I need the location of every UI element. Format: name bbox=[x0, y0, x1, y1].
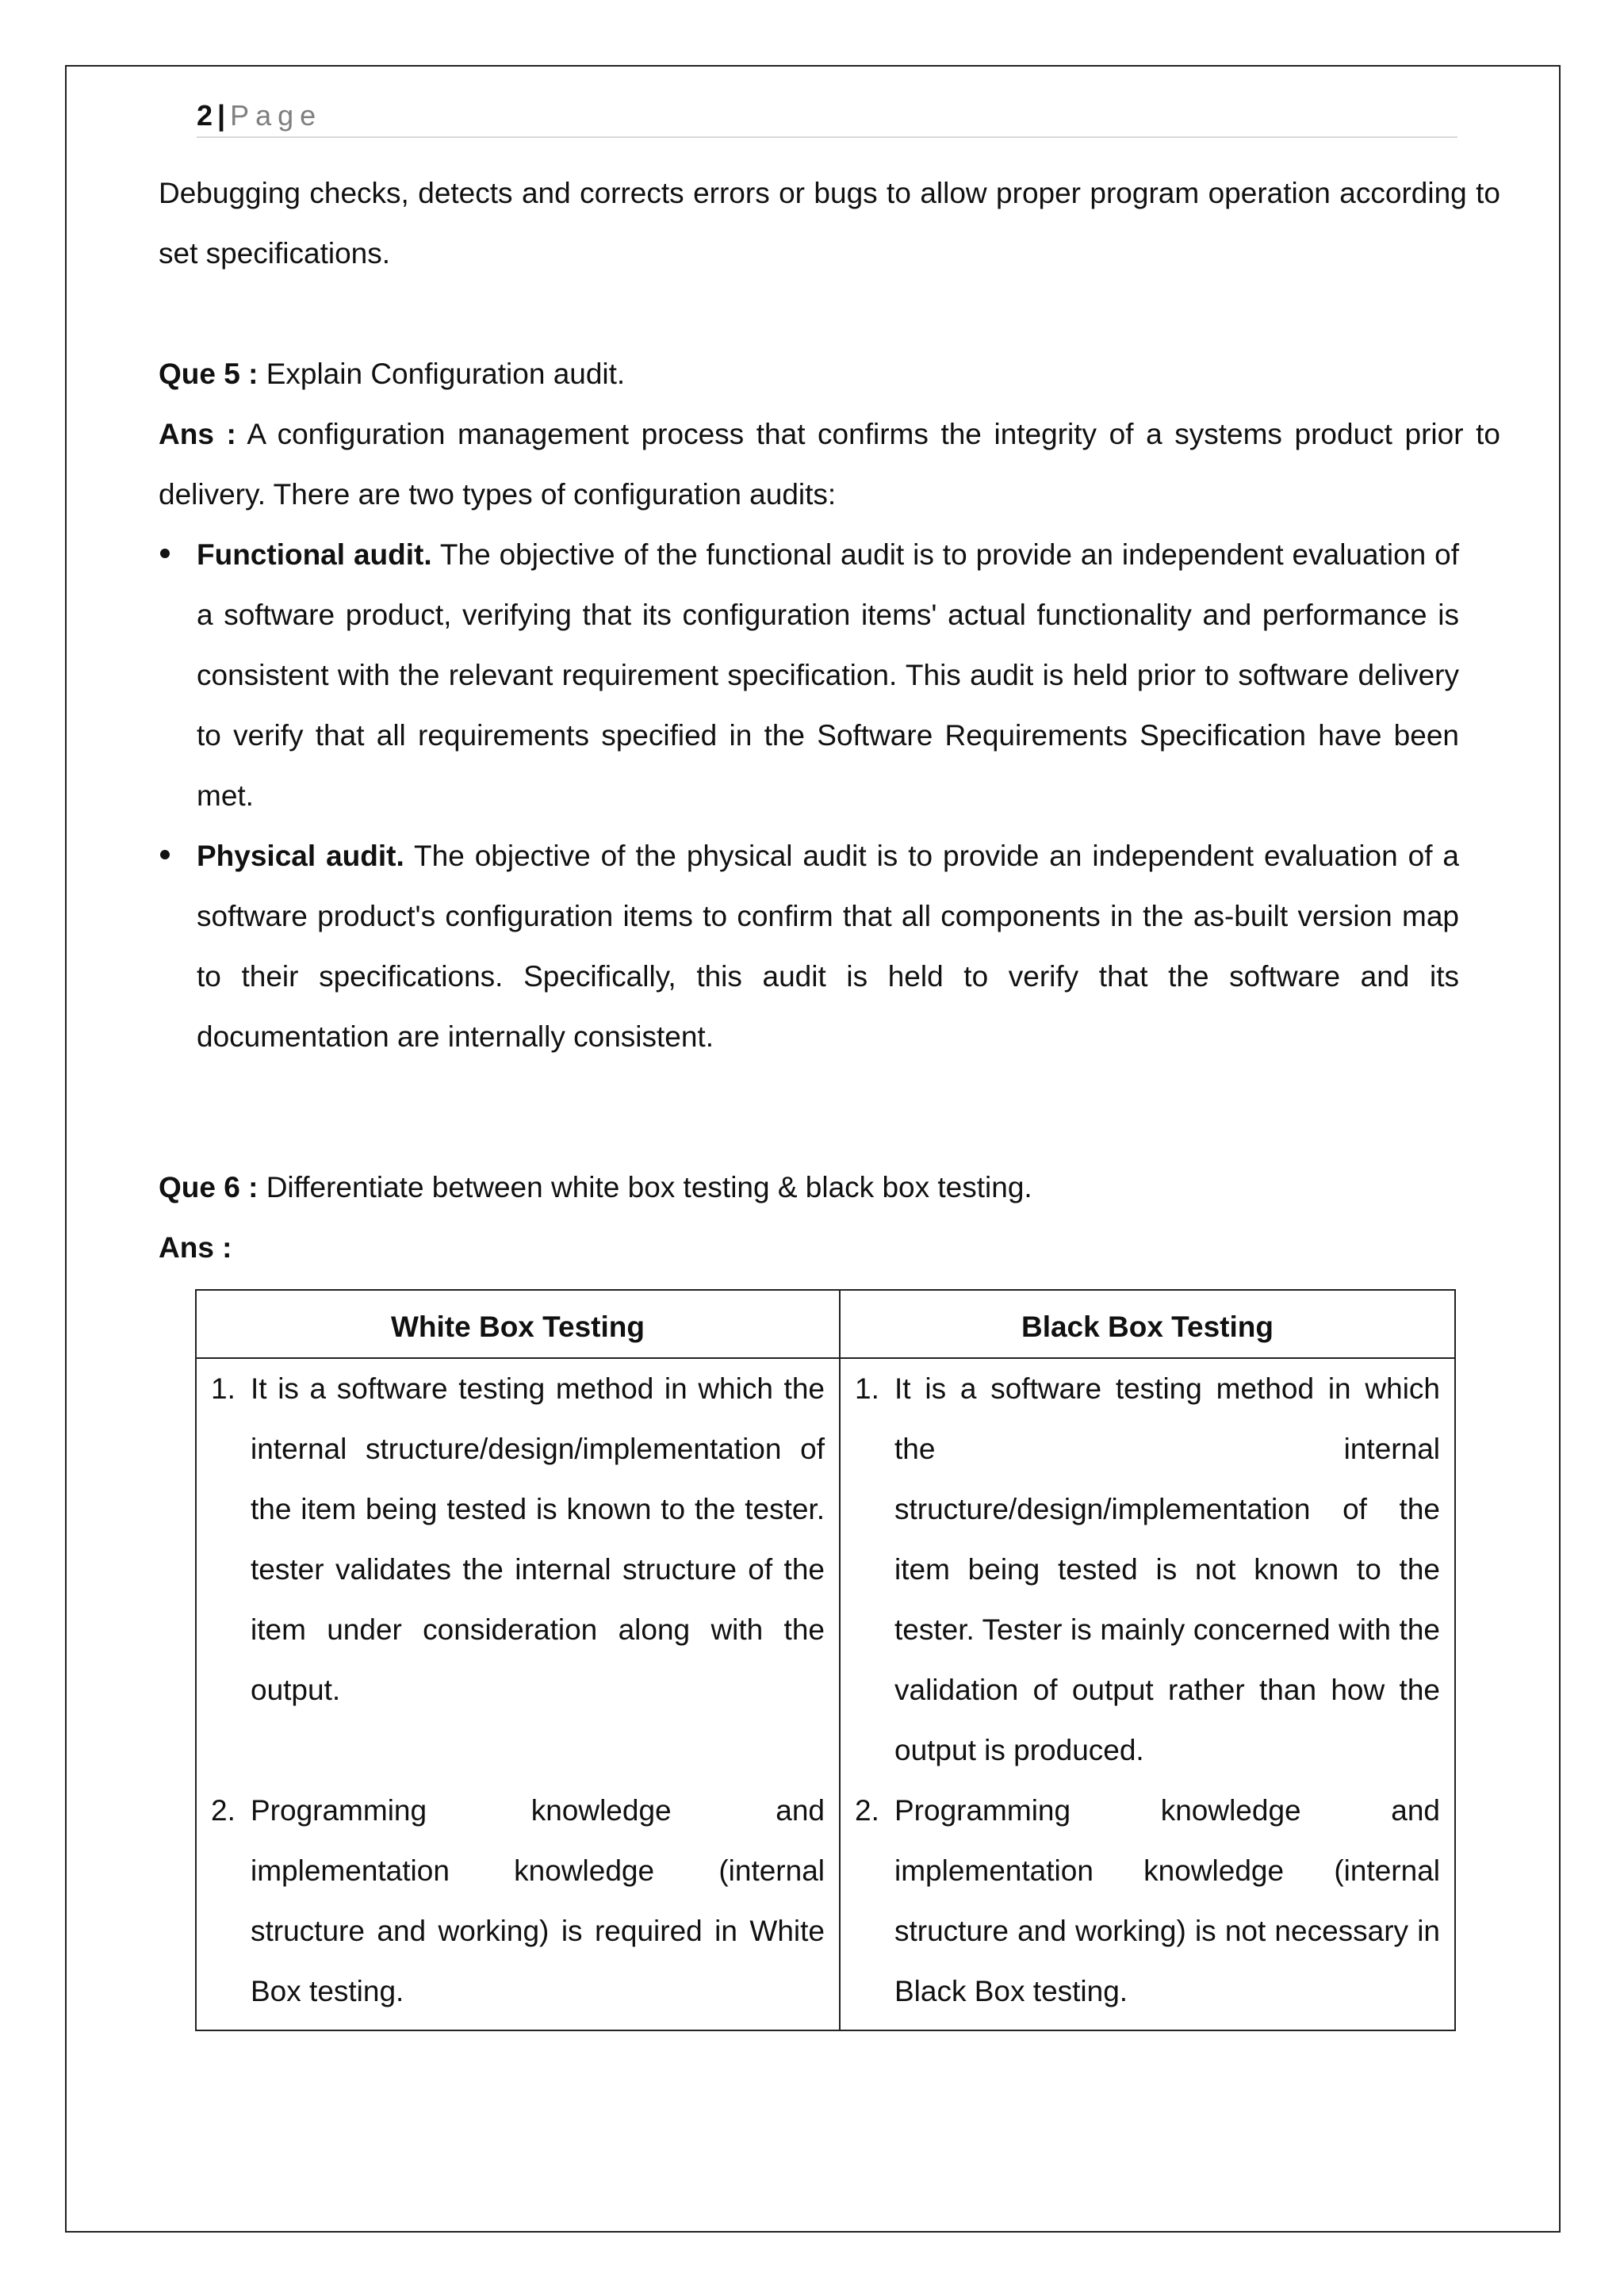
page-number: 2 bbox=[197, 99, 213, 132]
question-6 bbox=[159, 1158, 1500, 1278]
question-5 bbox=[159, 344, 1500, 525]
table-cell-black bbox=[840, 1358, 1455, 2030]
q5-que-label: Que 5 : bbox=[159, 358, 259, 390]
page-label: Page bbox=[230, 99, 323, 132]
intro-section bbox=[159, 163, 1500, 284]
white-point-1 bbox=[197, 1359, 839, 1720]
table-row bbox=[196, 1358, 1455, 2030]
black-point-1 bbox=[841, 1359, 1454, 1781]
bullet-icon bbox=[160, 549, 170, 558]
q5-ans-label: Ans : bbox=[159, 418, 236, 450]
q6-question bbox=[159, 1158, 1500, 1218]
q6-que-label: Que 6 : bbox=[159, 1171, 259, 1203]
black-point-2 bbox=[841, 1781, 1454, 2022]
q6-ans-label: Ans : bbox=[159, 1231, 232, 1264]
point-number: 1. bbox=[211, 1372, 236, 1405]
audit-types-list bbox=[159, 525, 1459, 1067]
point-number: 2. bbox=[211, 1794, 236, 1827]
point-text: It is a software testing method in which the internal structure/design/implementation of the item being tested is known to the tester. tester validates the internal structure of the item under consideration along with the output. bbox=[251, 1372, 825, 1706]
list-item-physical-audit bbox=[159, 826, 1459, 1067]
point-text: Programming knowledge and implementation knowledge (internal structure and working) is not necessary in Black Box testing. bbox=[894, 1794, 1440, 2007]
column-header-black-box: Black Box Testing bbox=[840, 1290, 1455, 1358]
comparison-table bbox=[195, 1289, 1456, 2031]
point-text: It is a software testing method in which the internal structure/design/implementation of the item being tested is not known to the tester. Tester is mainly concerned with the validation of output rather than how the output is produced. bbox=[894, 1372, 1440, 1766]
page-header bbox=[197, 95, 1457, 138]
column-header-white-box: White Box Testing bbox=[196, 1290, 840, 1358]
header-separator: | bbox=[217, 99, 226, 132]
bullet-title: Physical audit. bbox=[197, 840, 404, 872]
white-point-2 bbox=[197, 1781, 839, 2022]
list-item-functional-audit bbox=[159, 525, 1459, 826]
bullet-text: The objective of the functional audit is to provide an independent evaluation of a software product, verifying that its configuration items' actual functionality and performance is consistent with the relevant requirement specification. This audit is held prior to software delivery to verify that all requirements specified in the Software Requirements Specification have been met. bbox=[197, 538, 1460, 812]
q6-question-text: Differentiate between white box testing & black box testing. bbox=[258, 1171, 1032, 1203]
q5-answer-text: A configuration management process that confirms the integrity of a systems product prior to delivery. There are two types of configuration audits: bbox=[159, 418, 1500, 511]
q5-question-text: Explain Configuration audit. bbox=[258, 358, 626, 390]
intro-paragraph: Debugging checks, detects and corrects errors or bugs to allow proper program operation according to set specifications. bbox=[159, 177, 1500, 270]
q6-answer bbox=[159, 1218, 1500, 1278]
table-cell-white bbox=[196, 1358, 840, 2030]
bullet-icon bbox=[160, 850, 170, 859]
q5-answer bbox=[159, 404, 1500, 525]
bullet-title: Functional audit. bbox=[197, 538, 432, 571]
bullet-text: The objective of the physical audit is to provide an independent evaluation of a software product's configuration items to confirm that all components in the as-built version map to their specifications. Specifically, this audit is held to verify that the software and its documentation are internally consistent. bbox=[197, 840, 1460, 1053]
table-header-row bbox=[196, 1290, 1455, 1358]
point-number: 2. bbox=[855, 1794, 879, 1827]
q5-question bbox=[159, 344, 1500, 404]
point-text: Programming knowledge and implementation knowledge (internal structure and working) is required in White Box testing. bbox=[251, 1794, 825, 2007]
point-number: 1. bbox=[855, 1372, 879, 1405]
